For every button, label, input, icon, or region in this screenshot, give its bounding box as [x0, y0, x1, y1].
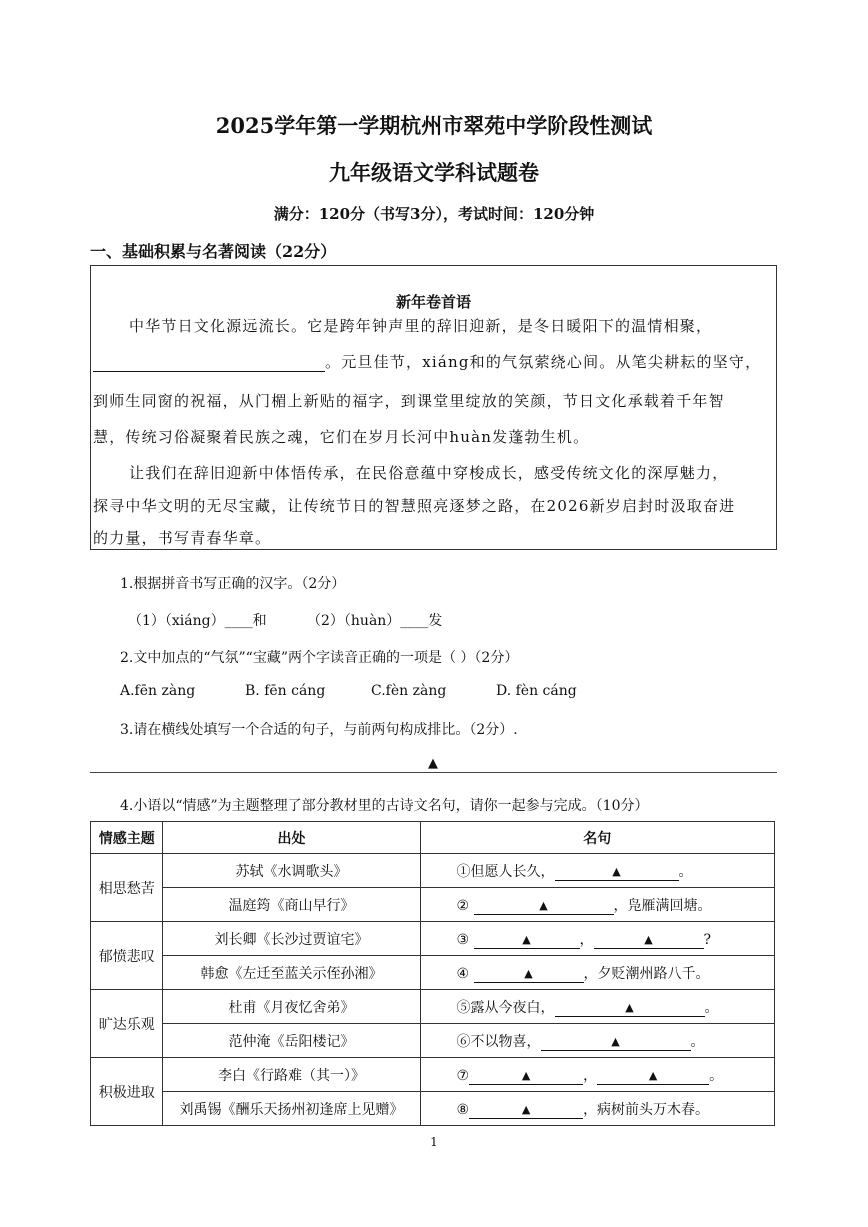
answer-blank[interactable]: [474, 898, 614, 915]
answer-cell: [420, 854, 775, 888]
answer-blank[interactable]: [469, 1102, 583, 1119]
line-text: ，凫雁满回塘。: [613, 897, 712, 914]
question-1b: （2）（huàn）____发: [307, 613, 443, 629]
answer-blank[interactable]: [469, 1068, 583, 1085]
answer-blank[interactable]: [555, 864, 679, 881]
source-cell: 温庭筠《商山早行》: [163, 888, 420, 922]
answer-cell: [420, 922, 775, 956]
source-cell: 苏轼《水调歌头》: [163, 854, 420, 888]
header-theme: 情感主题: [91, 822, 163, 854]
answer-cell: [420, 888, 775, 922]
marker: ▲: [644, 932, 653, 946]
line-text: ，病树前头万木春。: [583, 1101, 710, 1118]
answer-marker: ▲: [428, 756, 438, 771]
line-text: 。: [690, 1033, 705, 1050]
passage-line: 慧，传统习俗凝聚着民族之魂，它们在岁月长河中huàn发蓬勃生机。: [93, 428, 590, 446]
question-4: 4.小语以“情感”为主题整理了部分教材里的古诗文名句，请你一起参与完成。（10分）: [120, 798, 649, 814]
question-1: 1.根据拼音书写正确的汉字。（2分）: [120, 576, 346, 592]
line-text: 露从今夜白，: [470, 999, 555, 1016]
line-text: ，夕贬潮州路八千。: [583, 965, 710, 982]
answer-cell: [420, 1024, 775, 1058]
source-cell: 韩愈《左迁至蓝关示侄孙湘》: [163, 956, 420, 990]
answer-cell: [420, 1092, 775, 1126]
theme-cell: 积极进取: [91, 1058, 163, 1126]
line-text: 但愿人长久，: [470, 863, 555, 880]
theme-cell: 相思愁苦: [91, 854, 163, 922]
option-d: D. fèn cáng: [496, 683, 577, 699]
passage-line: 让我们在辞旧迎新中体悟传承，在民俗意蕴中穿梭成长，感受传统文化的深厚魅力，: [129, 464, 729, 482]
passage-text: 。元旦佳节，xiáng和的气氛萦绕心间。从笔尖耕耘的坚守，: [325, 353, 762, 371]
page-number: 1: [430, 1135, 438, 1149]
source-cell: 李白《行路难（其一）》: [163, 1058, 420, 1092]
header-source: 出处: [163, 822, 420, 854]
answer-cell: [420, 990, 775, 1024]
answer-cell: [420, 956, 775, 990]
exam-title: 2025学年第一学期杭州市翠苑中学阶段性测试: [215, 113, 653, 138]
item-number: ⑤: [456, 999, 471, 1016]
answer-blank[interactable]: [594, 932, 704, 949]
passage-line: 探寻中华文明的无尽宝藏，让传统节日的智慧照亮逐梦之路，在2026新岁启封时汲取奋进: [93, 497, 736, 515]
item-number: ⑥: [456, 1033, 471, 1050]
marker: ▲: [612, 864, 621, 878]
passage-title: 新年卷首语: [395, 293, 471, 311]
item-number: ⑦: [456, 1067, 470, 1084]
marker: ▲: [611, 1034, 620, 1048]
passage-box: [90, 265, 777, 550]
exam-meta: 满分：120分（书写3分），考试时间：120分钟: [273, 205, 595, 223]
line-text: 。: [709, 1067, 724, 1084]
question-3: 3.请在横线处填写一个合适的句子，与前两句构成排比。（2分）.: [120, 722, 518, 738]
answer-cell: [420, 1058, 775, 1092]
theme-cell: 郁愤悲叹: [91, 922, 163, 990]
marker: ▲: [521, 1068, 531, 1082]
line-text: 。: [678, 863, 693, 880]
answer-blank[interactable]: [474, 966, 584, 983]
answer-line[interactable]: [90, 772, 777, 773]
item-number: ③: [456, 931, 470, 948]
line-text: 。: [704, 999, 719, 1016]
question-2: 2.文中加点的“气氛”“宝藏”两个字读音正确的一项是（ ）（2分）: [120, 650, 519, 666]
option-b: B. fēn cáng: [245, 683, 326, 699]
line-text: ，: [579, 931, 594, 948]
exam-subtitle: 九年级语文学科试题卷: [329, 160, 539, 185]
option-c: C.fèn zàng: [371, 683, 447, 699]
marker: ▲: [521, 1102, 531, 1116]
item-number: ⑧: [456, 1101, 470, 1118]
passage-line: 的力量，书写青春华章。: [93, 529, 272, 547]
option-a: A.fēn zàng: [120, 683, 196, 699]
marker: ▲: [539, 898, 548, 912]
item-number: ②: [456, 897, 470, 914]
marker: ▲: [648, 1068, 658, 1082]
header-line: 名句: [420, 822, 775, 854]
poem-table: [90, 821, 775, 1126]
theme-cell: 旷达乐观: [91, 990, 163, 1058]
passage-line: [93, 351, 761, 372]
marker: ▲: [524, 966, 533, 980]
marker: ▲: [625, 1000, 634, 1014]
passage-line: 到师生同窗的祝福，从门楣上新贴的福字，到课堂里绽放的笑颜，节日文化承载着千年智: [93, 392, 725, 410]
item-number: ④: [456, 965, 470, 982]
answer-blank[interactable]: [541, 1034, 691, 1051]
marker: ▲: [522, 932, 531, 946]
source-cell: 刘禹锡《酬乐天扬州初逢席上见赠》: [163, 1092, 420, 1126]
line-text: ，: [583, 1067, 598, 1084]
line-text: ?: [703, 931, 712, 948]
source-cell: 杜甫《月夜忆舍弟》: [163, 990, 420, 1024]
answer-blank[interactable]: [555, 1000, 705, 1017]
fill-blank[interactable]: [93, 355, 325, 372]
item-number: ①: [456, 863, 471, 880]
passage-line: 中华节日文化源远流长。它是跨年钟声里的辞旧迎新，是冬日暖阳下的温情相聚，: [129, 317, 713, 335]
answer-blank[interactable]: [474, 932, 580, 949]
source-cell: 刘长卿《长沙过贾谊宅》: [163, 922, 420, 956]
section-heading: 一、基础积累与名著阅读（22分）: [90, 242, 337, 261]
answer-blank[interactable]: [597, 1068, 709, 1085]
source-cell: 范仲淹《岳阳楼记》: [163, 1024, 420, 1058]
line-text: 不以物喜，: [470, 1033, 541, 1050]
question-1a: （1）（xiáng）____和: [128, 613, 267, 629]
